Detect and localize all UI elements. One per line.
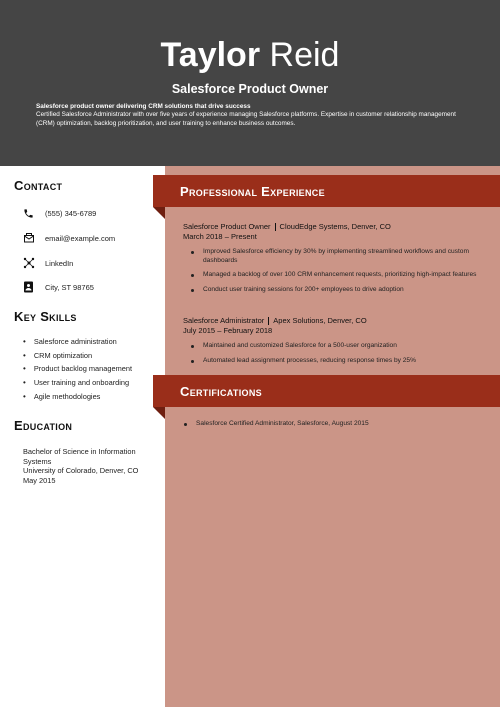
divider bbox=[275, 223, 276, 231]
job-dates: July 2015 – February 2018 bbox=[183, 326, 273, 335]
certifications-heading: Certifications bbox=[153, 375, 500, 407]
job-title: Salesforce Administrator bbox=[183, 316, 265, 325]
education-school: University of Colorado, Denver, CO bbox=[23, 466, 139, 476]
resume-header bbox=[0, 0, 500, 166]
education-heading: Education bbox=[14, 418, 73, 433]
job-company: CloudEdge Systems, Denver, CO bbox=[279, 222, 391, 231]
banner-fold bbox=[153, 207, 165, 219]
certification-item: Salesforce Certified Administrator, Salesforce, August 2015 bbox=[196, 420, 369, 427]
skills-heading: Key Skills bbox=[14, 309, 77, 324]
sidebar bbox=[0, 166, 165, 707]
job-dates: March 2018 – Present bbox=[183, 232, 257, 241]
job-entry bbox=[183, 316, 367, 336]
skill-item: • Salesforce administration bbox=[22, 335, 132, 349]
contact-heading: Contact bbox=[14, 178, 63, 193]
contact-location bbox=[22, 280, 94, 294]
job-bullets bbox=[203, 342, 483, 371]
job-bullets bbox=[203, 248, 483, 300]
skill-item: • User training and onboarding bbox=[22, 376, 132, 390]
summary-lead: Salesforce product owner delivering CRM solutions that drive success bbox=[36, 103, 251, 110]
experience-heading: Professional Experience bbox=[153, 175, 500, 207]
education-entry bbox=[23, 447, 158, 485]
job-entry bbox=[183, 222, 391, 242]
job-title: Salesforce Product Owner bbox=[183, 222, 271, 231]
job-role: Salesforce Product Owner bbox=[171, 82, 329, 96]
job-bullet: Automated lead assignment processes, reducing response times by 25% bbox=[203, 357, 483, 366]
email-link[interactable]: email@example.com bbox=[45, 233, 116, 243]
phone-icon bbox=[22, 207, 35, 220]
divider bbox=[268, 317, 269, 325]
skill-item: • Agile methodologies bbox=[22, 389, 132, 403]
last-name: Reid bbox=[269, 36, 340, 74]
job-bullet: Managed a backlog of over 100 CRM enhancement requests, prioritizing high-impact features bbox=[203, 271, 483, 280]
job-company: Apex Solutions, Denver, CO bbox=[273, 316, 367, 325]
envelope-icon bbox=[22, 232, 35, 245]
address-card-icon bbox=[22, 281, 35, 294]
skill-item: • Product backlog management bbox=[22, 362, 132, 376]
job-title-line bbox=[183, 222, 391, 232]
job-bullet: Maintained and customized Salesforce for a 500-user organization bbox=[203, 342, 483, 351]
network-icon bbox=[22, 257, 35, 270]
summary bbox=[36, 103, 466, 128]
location-text: City, ST 98765 bbox=[45, 282, 94, 292]
education-degree: Bachelor of Science in Information Systems bbox=[23, 447, 136, 466]
skill-item: • CRM optimization bbox=[22, 349, 132, 363]
contact-phone bbox=[22, 206, 96, 220]
job-bullet: Improved Salesforce efficiency by 30% by implementing streamlined workflows and custom dashboards bbox=[203, 248, 483, 265]
candidate-name bbox=[0, 36, 500, 74]
banner-fold bbox=[153, 407, 165, 419]
skills-list bbox=[22, 335, 132, 403]
phone-text: (555) 345-6789 bbox=[45, 208, 97, 218]
linkedin-link[interactable]: LinkedIn bbox=[45, 258, 74, 268]
contact-email bbox=[22, 231, 115, 245]
job-bullet: Conduct user training sessions for 200+ employees to drive adoption bbox=[203, 286, 483, 295]
contact-linkedin bbox=[22, 256, 73, 270]
job-title-line bbox=[183, 316, 367, 326]
first-name: Taylor bbox=[160, 36, 261, 74]
education-date: May 2015 bbox=[23, 475, 56, 485]
summary-text: Certified Salesforce Administrator with over five years of experience managing Salesforce platforms. Expertise in customer relationship management (CRM) optimization, backlog prioritization, and user training to enhance business outcomes. bbox=[36, 111, 456, 127]
